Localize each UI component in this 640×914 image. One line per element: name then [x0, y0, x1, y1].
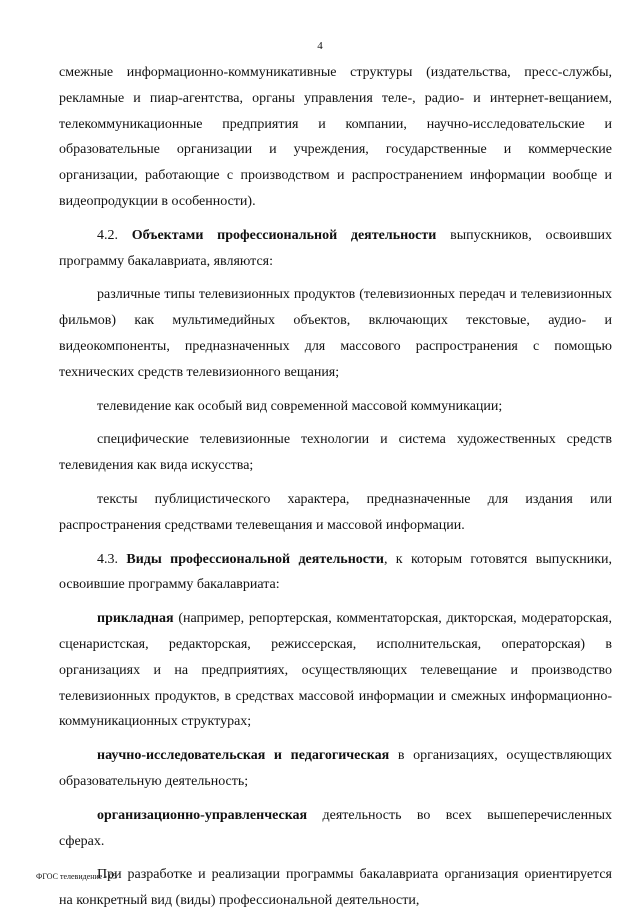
page-number: 4 — [317, 40, 323, 52]
paragraph-4-2 — [59, 223, 612, 275]
paragraph-text: различные типы телевизионных продуктов (телевизионных передач и телевизионных фильмов) как мультимедийных объектов, включающих текстовые, аудио- и видеокомпоненты, предназначенных для массового распространения с помощью технических средств телевизионного вещания; — [59, 287, 612, 380]
paragraph-text: смежные информационно-коммуникативные структуры (издательства, пресс-службы, рекламные и пиар-агентства, органы управления теле-, радио- и интернет-вещанием, телекоммуникационные предприятия и компании, научно-исследовательские и образовательные организации и учреждения, государственные и коммерческие организации, работающие с производством и распространением информации вообще и видеопродукции в особенности). — [59, 65, 612, 209]
paragraph-program-development — [59, 862, 612, 914]
paragraph-text: специфические телевизионные технологии и система художественных средств телевидения как вида искусства; — [59, 432, 612, 474]
bold-term: Объектами профессиональной деятельности — [131, 227, 437, 243]
paragraph-text: выпускников, освоивших программу бакалавриата, являются: — [59, 227, 612, 269]
section-number: 4.3. — [97, 551, 127, 567]
paragraph-tv-products — [59, 282, 612, 385]
paragraph-text: деятельность во всех вышеперечисленных сферах. — [59, 807, 612, 849]
paragraph-4-3 — [59, 547, 612, 599]
paragraph-related-structures — [59, 60, 612, 215]
bold-term: Виды профессиональной деятельности — [126, 551, 384, 567]
footer-document-code: ФГОС телевидение - 05 — [36, 872, 118, 881]
paragraph-text: При разработке и реализации программы бакалавриата организация ориентируется на конкретный вид (виды) профессиональной деятельности, — [59, 867, 612, 909]
bold-term: научно-исследовательская и педагогическая — [97, 748, 390, 764]
paragraph-applied — [59, 606, 612, 735]
paragraph-tv-technologies — [59, 427, 612, 479]
paragraph-publicistic-texts — [59, 487, 612, 539]
paragraph-research-pedagogical — [59, 743, 612, 795]
section-number: 4.2. — [97, 227, 132, 243]
paragraph-text: (например, репортерская, комментаторская, дикторская, модераторская, сценаристская, редакторская, режиссерская, исполнительская, операторская) в организациях и на предприятиях, осуществляющих телевещание и производство телевизионных продуктов, в средствах массовой информации и смежных информационно-коммуникационных структурах; — [59, 611, 612, 730]
paragraph-text: в организациях, осуществляющих образовательную деятельность; — [59, 748, 612, 789]
paragraph-text: тексты публицистического характера, предназначенные для издания или распространения средствами телевещания и массовой информации. — [59, 491, 612, 533]
paragraph-text: телевидение как особый вид современной массовой коммуникации; — [97, 398, 503, 414]
bold-term: организационно-управленческая — [97, 807, 308, 823]
paragraph-tv-communication — [59, 394, 612, 420]
bold-term: прикладная — [97, 611, 174, 627]
body-text — [59, 60, 612, 914]
paragraph-organizational — [59, 803, 612, 855]
paragraph-text: , к которым готовятся выпускники, освоившие программу бакалавриата: — [59, 551, 613, 593]
